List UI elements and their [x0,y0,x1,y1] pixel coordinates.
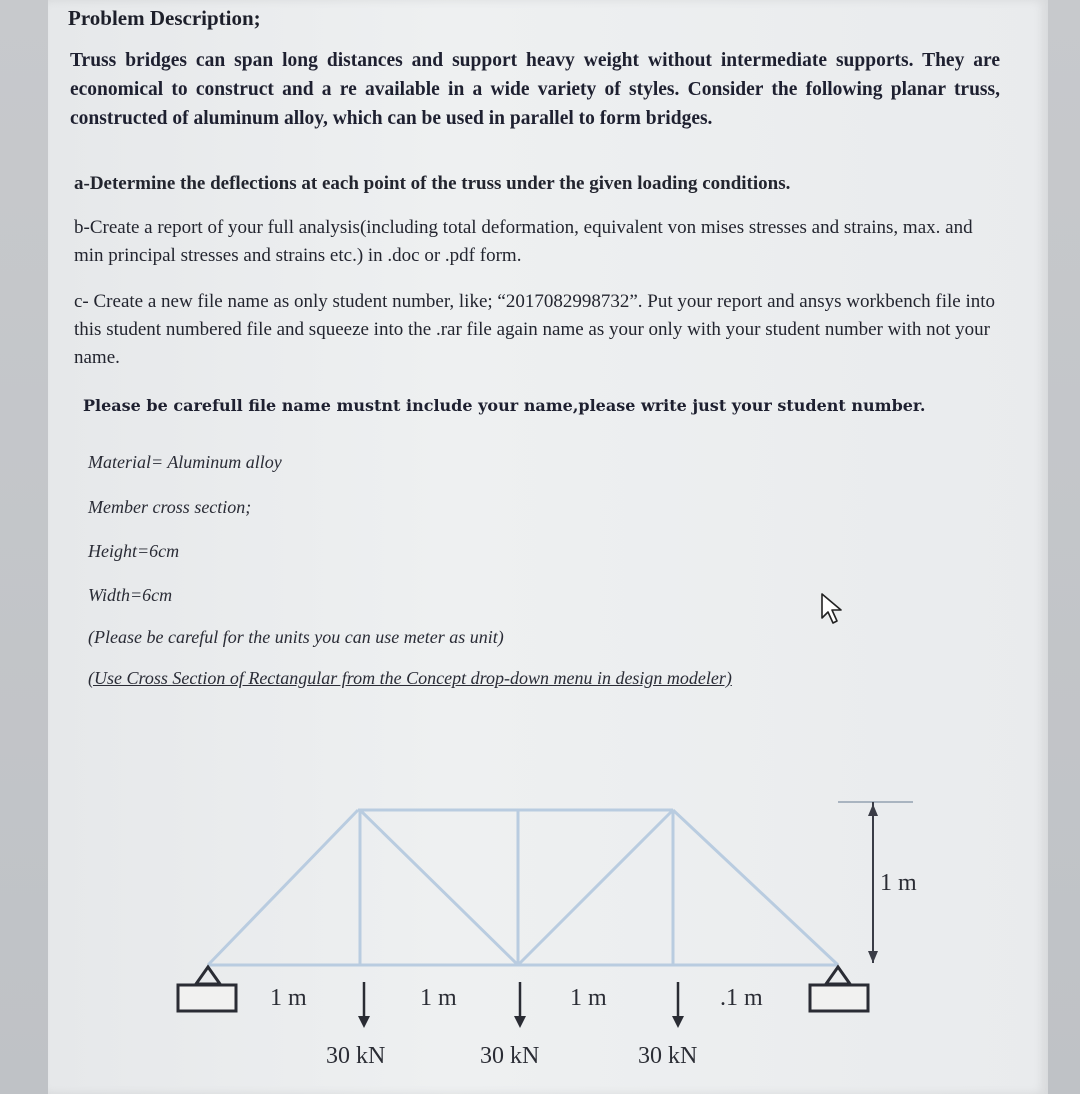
left-end-diagonal [208,810,358,965]
truss-diagram [48,780,1048,1090]
load-label-1: 30 kN [326,1043,386,1069]
width-spec: Width=6cm [88,585,173,605]
span-label-4: .1 m [720,985,763,1011]
load-arrows [358,982,684,1028]
load-label-3: 30 kN [638,1043,698,1069]
filename-warning: Please be carefull file name mustnt include your name,please write just your student number. [83,396,926,415]
left-web-diagonal [360,810,518,965]
right-support [810,967,868,1011]
task-a: a-Determine the deflections at each point of the truss under the given loading conditions. [74,173,791,194]
units-note: (Please be careful for the units you can use meter as unit) [88,627,504,647]
design-modeler-note: (Use Cross Section of Rectangular from the Concept drop-down menu in design modeler) [88,668,732,688]
left-support [178,967,236,1011]
truss-members [208,810,838,965]
document-page [48,0,1048,1094]
span-label-2: 1 m [420,985,457,1011]
task-c: c- Create a new file name as only student number, like; “2017082998732”. Put your report and ansys workbench file into this student numbered file and squeeze into the .rar file again name as your only with your student number with not your name. [74,291,996,368]
height-label: 1 m [880,870,917,896]
problem-heading: Problem Description; [68,6,261,30]
intro-paragraph: Truss bridges can span long distances and support heavy weight without intermediate supports. They are economical to construct and a re available in a wide variety of styles. Consider the following planar truss, constructed of aluminum alloy, which can be used in parallel to form bridges. [70,50,1000,129]
span-label-3: 1 m [570,985,607,1011]
mouse-pointer-icon [818,592,848,626]
right-end-diagonal [673,810,838,965]
cross-section-spec: Member cross section; [88,497,252,517]
right-web-diagonal [518,810,673,965]
task-b: b-Create a report of your full analysis(including total deformation, equivalent von mises stresses and strains, max. and min principal stresses and strains etc.) in .doc or .pdf form. [74,217,973,266]
material-spec: Material= Aluminum alloy [88,452,282,472]
span-label-1: 1 m [270,985,307,1011]
height-spec: Height=6cm [88,541,180,561]
load-label-2: 30 kN [480,1043,540,1069]
